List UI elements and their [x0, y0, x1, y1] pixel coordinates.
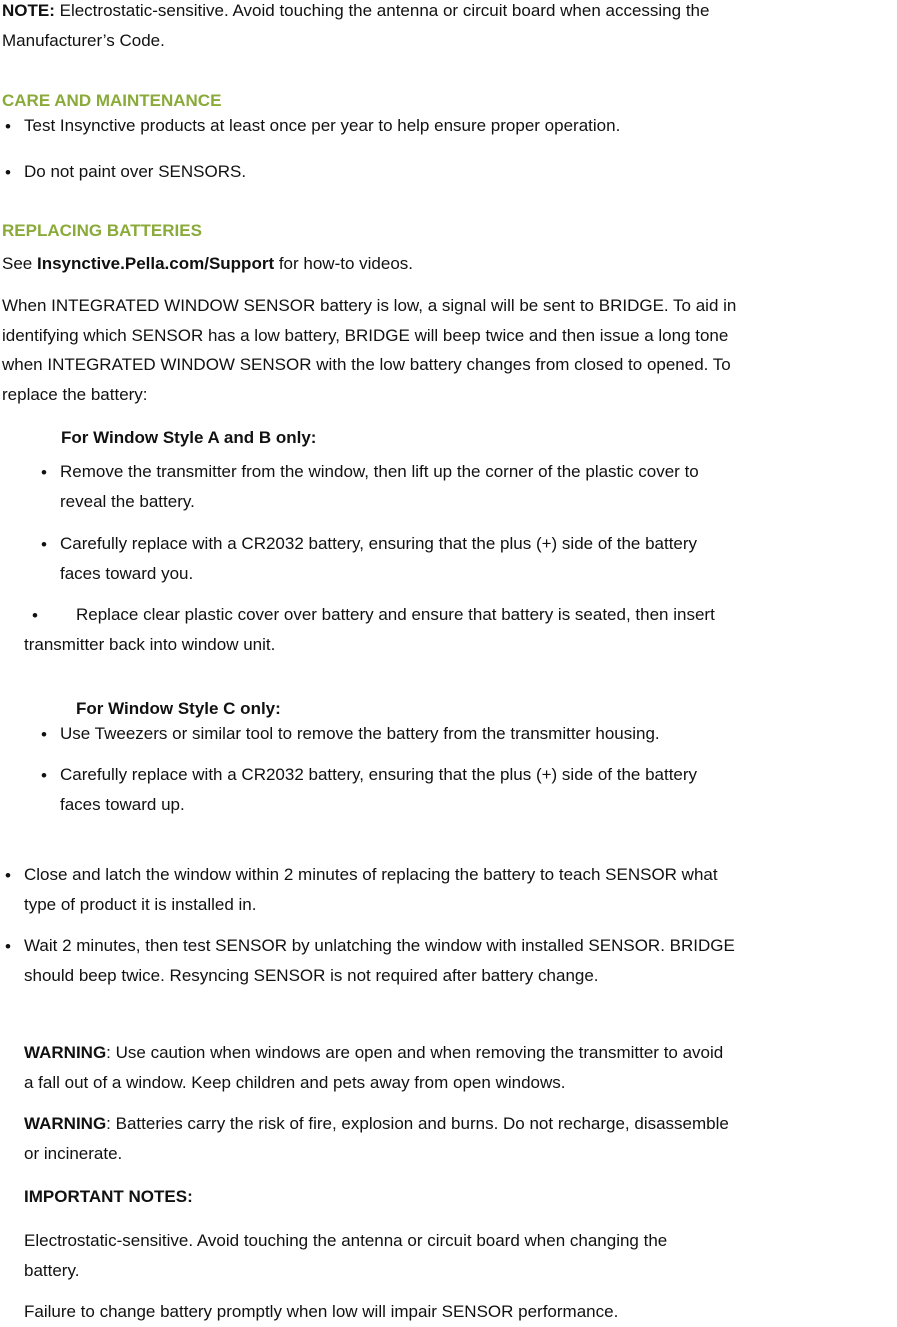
bullet: • [41, 535, 47, 554]
important-note-2: Failure to change battery promptly when low will impair SENSOR performance. [24, 1302, 619, 1321]
style-c-title: For Window Style C only: [76, 699, 281, 718]
style-ab-item-1-text: Remove the transmitter from the window, then lift up the corner of the plastic cover to reveal the battery. [60, 462, 699, 511]
style-ab-item-3-line2: transmitter back into window unit. [24, 635, 276, 654]
bullet: • [5, 937, 11, 956]
bullet: • [41, 725, 47, 744]
warning-2-label: WARNING [24, 1114, 107, 1133]
care-item-2-text: Do not paint over SENSORS. [24, 162, 247, 181]
style-ab-item-2-text: Carefully replace with a CR2032 battery, ensuring that the plus (+) side of the battery faces toward you. [60, 534, 698, 583]
warning-2: WARNING: Batteries carry the risk of fire, explosion and burns. Do not recharge, disassemble or incinerate. [24, 1114, 729, 1163]
bullet: • [41, 766, 47, 785]
style-c-item-1-text: Use Tweezers or similar tool to remove the battery from the transmitter housing. [60, 724, 660, 743]
care-item-1-text: Test Insynctive products at least once per year to help ensure proper operation. [24, 116, 621, 135]
see-prefix: See [2, 254, 37, 273]
style-ab-title: For Window Style A and B only: [61, 428, 317, 447]
bullet: • [5, 163, 11, 182]
intro-line-4: replace the battery: [2, 384, 148, 404]
warning-1-label: WARNING [24, 1043, 107, 1062]
batteries-intro [2, 291, 736, 409]
note-label: NOTE: [2, 1, 55, 20]
final-item-1-text: Close and latch the window within 2 minutes of replacing the battery to teach SENSOR what type of product it is installed in. [24, 865, 718, 914]
bullet: • [5, 117, 11, 136]
support-link[interactable]: Insynctive.Pella.com/Support [36, 254, 275, 273]
see-line [2, 249, 413, 279]
care-heading: CARE AND MAINTENANCE [2, 91, 222, 110]
style-c-item-2-text: Carefully replace with a CR2032 battery, ensuring that the plus (+) side of the battery faces toward up. [60, 765, 698, 814]
note-text: Electrostatic-sensitive. Avoid touching the antenna or circuit board when accessing the [54, 1, 710, 20]
intro-line-1: When INTEGRATED WINDOW SENSOR battery is low, a signal will be sent to BRIDGE. To aid in [2, 296, 737, 315]
bullet: • [41, 463, 47, 482]
note-text-line2: Manufacturer’s Code. [2, 31, 165, 50]
see-suffix: for how-to videos. [274, 254, 414, 273]
intro-line-3: when INTEGRATED WINDOW SENSOR with the low battery changes from closed to opened. To [2, 355, 731, 374]
style-ab-item-3-line1: Replace clear plastic cover over battery and ensure that battery is seated, then insert [76, 605, 715, 624]
bullet: • [32, 606, 38, 625]
important-title: IMPORTANT NOTES: [24, 1187, 193, 1206]
warning-1: WARNING: Use caution when windows are open and when removing the transmitter to avoid a fall out of a window. Keep children and pets away from open windows. [24, 1043, 724, 1092]
final-item-2-text: Wait 2 minutes, then test SENSOR by unlatching the window with installed SENSOR. BRIDGE should beep twice. Resyncing SENSOR is not required after battery change. [24, 936, 735, 985]
intro-line-2: identifying which SENSOR has a low battery, BRIDGE will beep twice and then issue a long tone [2, 325, 729, 345]
important-note-1: Electrostatic-sensitive. Avoid touching the antenna or circuit board when changing the battery. [24, 1231, 668, 1280]
batteries-heading: REPLACING BATTERIES [2, 221, 202, 240]
note-paragraph [2, 0, 709, 56]
bullet: • [5, 866, 11, 885]
